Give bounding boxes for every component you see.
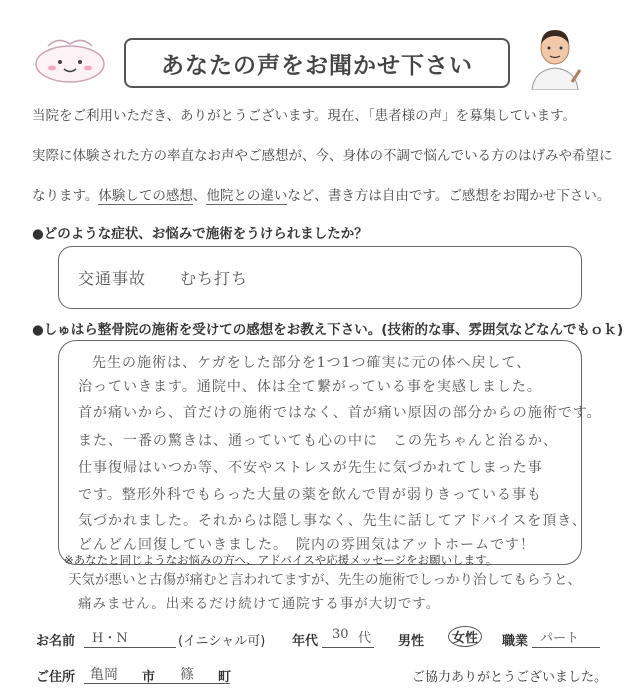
question-impressions: ●しゅはら整骨院の施術を受けての感想をお教え下さい。(技術的な事、雰囲気などなんでもｏｋ): [32, 322, 624, 338]
address-city: 亀岡: [90, 667, 118, 683]
page-title: あなたの声をお聞かせ下さい: [124, 38, 510, 88]
name-note: (イニシャル可): [178, 634, 266, 649]
male-option: 男性: [398, 634, 425, 649]
address-town: 篠: [180, 667, 194, 683]
intro-line-3-start: なります。: [32, 188, 99, 204]
age-underline: [322, 646, 374, 648]
message-line: 天気が悪いと古傷が痛むと言われてますが、先生の施術でしっかり治してもらうと、: [68, 572, 581, 588]
age-label: 年代: [292, 634, 319, 649]
answer-line: 治っていきます。通院中、体は全て繋がっている事を実感しました。: [78, 379, 542, 395]
answer-line: 首が痛いから、首だけの施術ではなく、首が痛い原因の部分からの施術です。: [78, 405, 602, 421]
message-prompt: ※あなたと同じようなお悩みの方へ、アドバイスや応援メッセージをお願いします。: [64, 553, 498, 567]
answer-line: 仕事復帰はいつか等、不安やストレスが先生に気づかれてしまった事: [78, 460, 543, 476]
job-value: パート: [540, 631, 580, 646]
female-option-selected: 女性: [448, 626, 482, 647]
job-label: 職業: [502, 634, 529, 649]
answer-line: です。整形外科でもらった大量の薬を飲んで胃が弱りきっている事も: [78, 487, 542, 503]
message-line: 痛みません。出来るだけ続けて通院する事が大切です。: [78, 596, 441, 612]
intro-line-3-end: など、書き方は自由です。ご感想をお聞かせ下さい。: [287, 188, 611, 204]
intro-line-1: 当院をご利用いただき、ありがとうございます。現在、「患者様の声」を募集しています。: [32, 108, 577, 124]
intro-underlined-experience: 体験しての感想: [98, 188, 193, 204]
answer-box-impressions: [58, 340, 582, 565]
intro-line-2: 実際に体験された方の率直なお声やご感想が、今、身体の不調で悩んでいる方のはげみや希望に: [32, 148, 613, 164]
address-town-suffix: 町: [218, 670, 232, 685]
doctor-illustration: [522, 24, 588, 90]
intro-separator: 、: [192, 188, 207, 204]
question-symptoms: ●どのような症状、お悩みで施術をうけられましたか？: [32, 226, 368, 242]
answer-line: また、一番の驚きは、通っていても心の中に この先ちゃんと治るか、: [78, 433, 558, 449]
mascot-illustration: [28, 34, 112, 86]
job-underline: [532, 646, 600, 648]
address-city-suffix: 市: [142, 670, 156, 685]
intro-underlined-difference: 他院との違い: [206, 188, 288, 204]
name-value: H・N: [92, 631, 128, 646]
answer-line: 先生の施術は、ケガをした部分を1つ1つ確実に元の体へ戻して、: [92, 355, 532, 371]
age-value: 30: [332, 627, 349, 642]
address-label: ご住所: [36, 670, 76, 685]
answer-line: どんどん回復していきました。 院内の雰囲気はアットホームです！: [78, 537, 536, 553]
age-suffix: 代: [358, 631, 372, 646]
name-label: お名前: [36, 634, 76, 649]
intro-line-3: [32, 184, 610, 204]
answer-line: 気づかれました。それからは隠し事なく、先生に話してアドバイスを頂き、: [78, 513, 587, 529]
answer-symptoms: 交通事故 むち打ち: [78, 269, 249, 288]
thanks-message: ご協力ありがとうございました。: [412, 670, 608, 685]
name-underline: [84, 646, 176, 648]
